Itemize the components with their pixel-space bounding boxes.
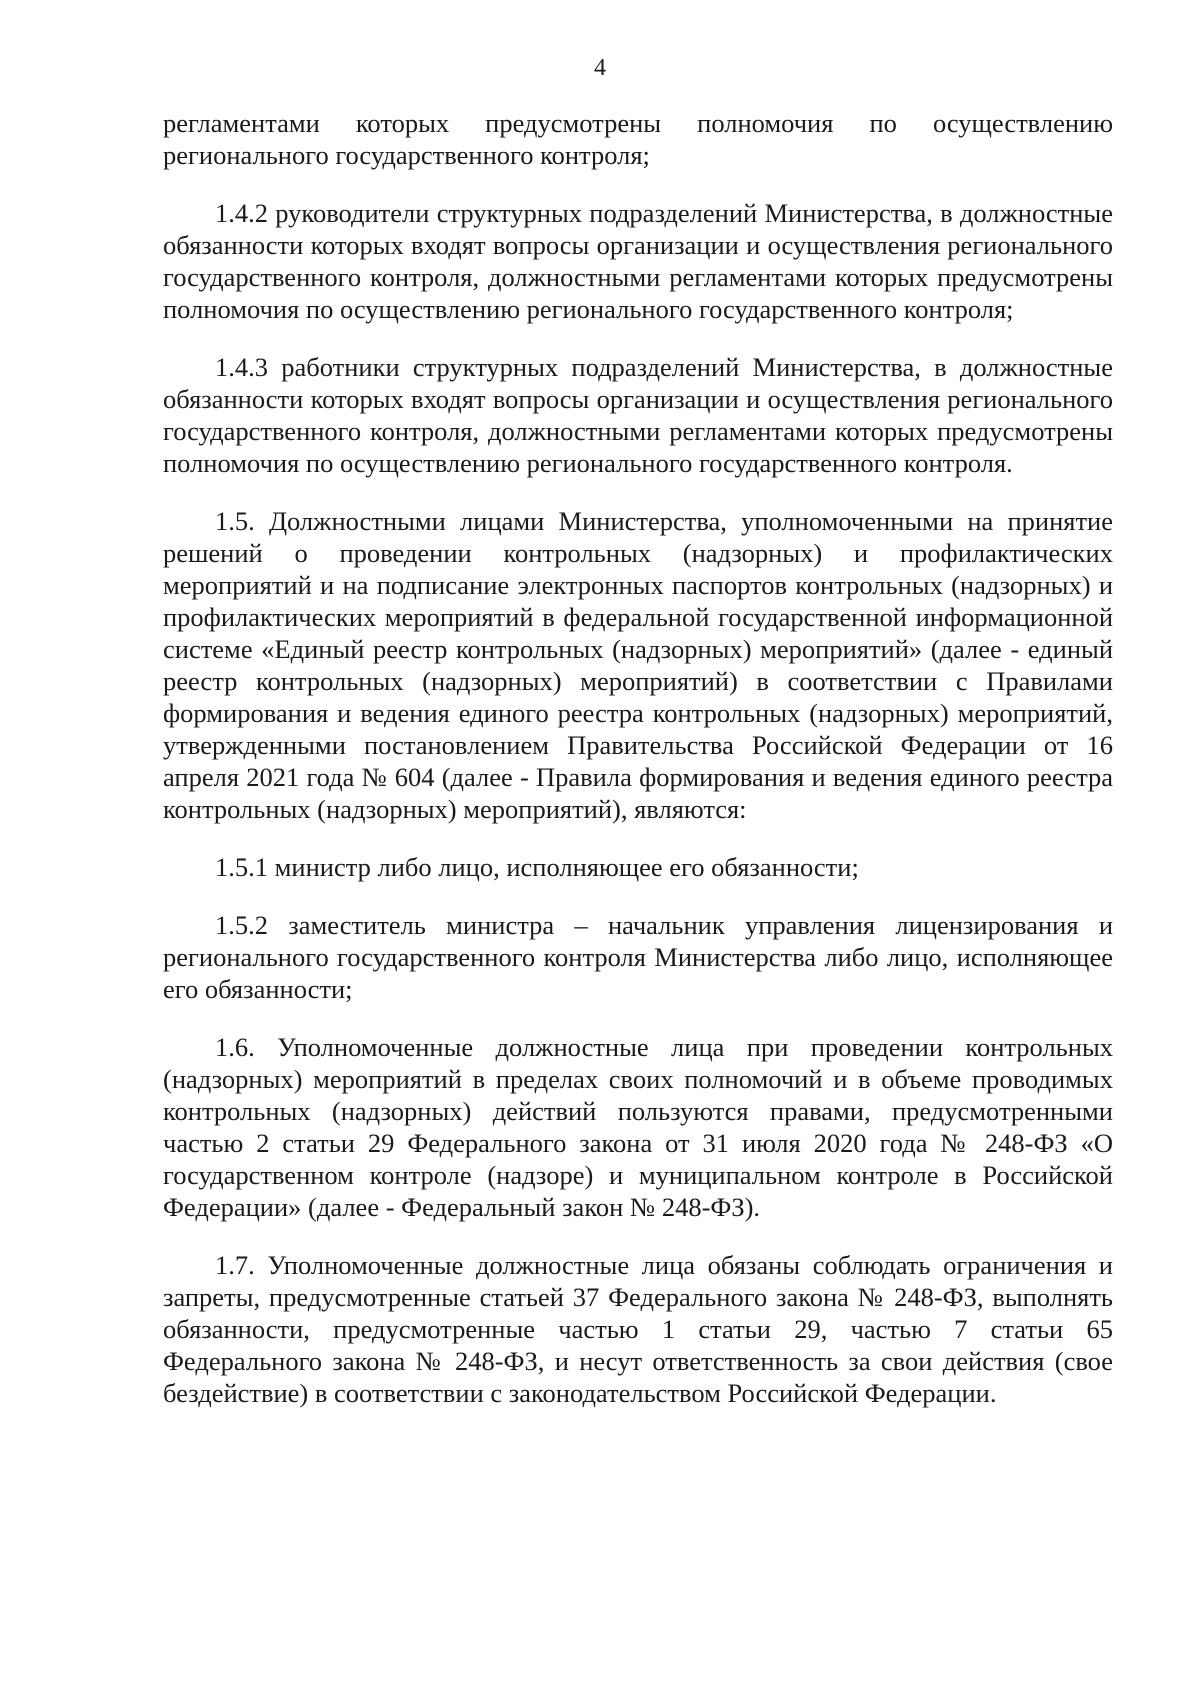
paragraph-1-6: 1.6. Уполномоченные должностные лица при проведении контрольных (надзорных) мероприятий в пределах своих полномочий и в объеме проводимых контрольных (надзорных) действий пользуются правами, предусмотренными частью 2 статьи 29 Федерального закона от 31 июля 2020 года № 248-ФЗ «О государственном контроле (надзоре) и муниципальном контроле в Российской Федерации» (далее - Федеральный закон № 248-ФЗ).	[163, 1032, 1113, 1222]
page-number: 4	[594, 55, 606, 81]
paragraph-1-5: 1.5. Должностными лицами Министерства, уполномоченными на принятие решений о проведении контрольных (надзорных) и профилактических мероприятий и на подписание электронных паспортов контрольных (надзорных) и профилактических мероприятий в федеральной государственной информационной системе «Единый реестр контрольных (надзорных) мероприятий» (далее - единый реестр контрольных (надзорных) мероприятий) в соответствии с Правилами формирования и ведения единого реестра контрольных (надзорных) мероприятий, утвержденными постановлением Правительства Российской Федерации от 16 апреля 2021 года № 604 (далее - Правила формирования и ведения единого реестра контрольных (надзорных) мероприятий), являются:	[163, 506, 1113, 824]
paragraph-1-7: 1.7. Уполномоченные должностные лица обязаны соблюдать ограничения и запреты, предусмотренные статьей 37 Федерального закона № 248-ФЗ, выполнять обязанности, предусмотренные частью 1 статьи 29, частью 7 статьи 65 Федерального закона № 248-ФЗ, и несут ответственность за свои действия (свое бездействие) в соответствии с законодательством Российской Федерации.	[163, 1250, 1113, 1408]
paragraph-1-5-1: 1.5.1 министр либо лицо, исполняющее его обязанности;	[215, 852, 859, 882]
paragraph-1-5-2: 1.5.2 заместитель министра – начальник управления лицензирования и регионального государственного контроля Министерства либо лицо, исполняющее его обязанности;	[163, 910, 1113, 1004]
document-body	[163, 107, 1113, 1435]
paragraph-1-4-3: 1.4.3 работники структурных подразделений Министерства, в должностные обязанности которых входят вопросы организации и осуществления регионального государственного контроля, должностными регламентами которых предусмотрены полномочия по осуществлению регионального государственного контроля.	[163, 352, 1113, 478]
paragraph-1-4-2: 1.4.2 руководители структурных подразделений Министерства, в должностные обязанности которых входят вопросы организации и осуществления регионального государственного контроля, должностными регламентами которых предусмотрены полномочия по осуществлению регионального государственного контроля;	[163, 198, 1113, 324]
paragraph-continuation: регламентами которых предусмотрены полномочия по осуществлению регионального государственного контроля;	[163, 108, 1113, 170]
